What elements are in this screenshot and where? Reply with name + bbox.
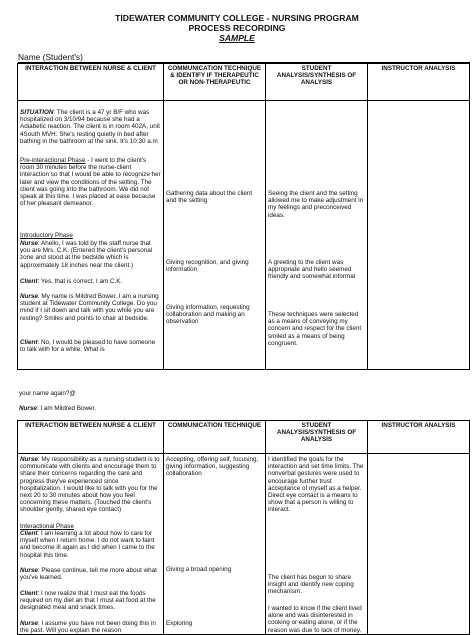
nurse-label: Nurse <box>20 456 38 463</box>
header-student-analysis: STUDENT ANALYSIS/SYNTHESIS OF ANALYSIS <box>266 64 368 101</box>
technique-cell <box>164 454 266 635</box>
situation-label: SITUATION <box>20 109 54 116</box>
technique-cell <box>164 101 266 370</box>
nurse-text: : Please continue, tell me more about what you've learned. <box>20 567 157 582</box>
nurse-text: : My name is Mildred Bower. I am a nursing student at Tidewater Community College. Do you mind if I sit down and talk with you while you are resting? Smiles and points to chair at bedside. <box>20 293 159 322</box>
header-instructor-analysis: INSTRUCTOR ANALYSIS <box>368 421 470 454</box>
header-student-analysis: STUDENT ANALYSIS/SYNTHESIS OF ANALYSIS <box>266 421 368 454</box>
situation-paragraph <box>20 109 161 145</box>
analysis-note: I wanted to know if the client lived alone and was disinterested in cooking or eating alone, or if the reason was due to lack of money. <box>268 605 362 634</box>
document-sample-label: SAMPLE <box>219 33 255 43</box>
process-recording-table-1 <box>17 63 470 370</box>
technique-note: Accepting, offering self, focusing, giving information, suggesting collaboration <box>166 456 259 478</box>
nurse-text: : My responsibility as a nursing student is to communicate with clients and encourage them to share their concerns regarding the care and progress they've experienced since hospitalization. I would like to talk with you for the next 20 to 30 minutes about how you feel concerning these matters. (Touched the client's shoulder gently, shared eye contact) <box>20 456 160 514</box>
client-text: : I am learning a lot about how to care for myself when I return home. I do not want to faint and become ill again as I did when I came to the hospital this time. <box>20 530 155 559</box>
technique-note: Giving a broad opening <box>166 566 232 573</box>
phase-label: Interactional Phase <box>20 523 74 530</box>
header-communication-technique: COMMUNICATION TECHNIQUE <box>164 421 266 454</box>
client-label: Client <box>20 278 38 285</box>
client-statement <box>20 339 161 353</box>
intro-phase-label: Introductory Phase <box>20 232 73 239</box>
process-recording-table-2 <box>17 420 470 635</box>
analysis-note: These techniques were selected as a means of conveying my concern and respect for the client smiled as a means of being congruent. <box>268 311 362 347</box>
nurse-statement <box>20 620 161 634</box>
nurse-text: : I assume you have not been doing this in the past. Will you explain the reason <box>20 620 156 635</box>
table-header-row <box>18 421 470 454</box>
nurse-statement <box>20 567 161 581</box>
document-subtitle: PROCESS RECORDING <box>188 23 286 33</box>
nurse-label: Nurse <box>19 405 37 412</box>
nurse-statement <box>20 240 161 269</box>
student-name-field[interactable] <box>18 53 470 63</box>
client-statement <box>20 278 161 285</box>
interaction-cell <box>18 454 164 635</box>
pre-interaction-paragraph <box>20 157 161 207</box>
nurse-statement <box>20 293 161 322</box>
table-row <box>18 454 470 635</box>
client-label: Client <box>20 590 38 597</box>
instructor-analysis-cell <box>368 454 470 635</box>
table-row <box>18 101 470 370</box>
technique-note: Giving recognition, and giving information <box>166 259 249 274</box>
pre-phase-text: - I went to the client's room 30 minutes before the nurse-client interaction so that I would be able to recognize her later and view the conditions of the setting. The client was going into the bathroom. We did not speak at this time. I was placed at ease because of her pleasant demeanor. <box>20 157 161 208</box>
header-instructor-analysis: INSTRUCTOR ANALYSIS <box>368 64 470 101</box>
header-interaction: INTERACTION BETWEEN NURSE & CLIENT <box>18 421 164 454</box>
nurse-statement <box>19 405 319 412</box>
nurse-text: : Ahello, I was told by the staff nurse that you are Mrs. C.K. (Entered the client's personal zone and stood at the bedside which is approximately 18 inches near the client.) <box>20 240 153 269</box>
header-communication-technique: COMMUNICATION TECHNIQUE & IDENTIFY IF THERAPEUTIC OR NON-THERAPEUTIC <box>164 64 266 101</box>
analysis-note: I identified the goals for the interaction and set time limits. The nonverbal gestures were used to encourage further trust acceptance of myself as a helper. Direct eye contact is a means to show that a person is willing to interact. <box>268 456 364 514</box>
instructor-analysis-cell <box>368 101 470 370</box>
analysis-note: The client has begun to share insight and identify new coping mechanism. <box>268 574 354 596</box>
interaction-cell <box>18 101 164 370</box>
carryover-line: your name again?@ <box>19 390 76 397</box>
client-text: : I now realize that I must eat the foods required on my diet an that I must eat food at the designated meal and snack times. <box>20 590 156 612</box>
student-analysis-cell <box>266 454 368 635</box>
table-header-row <box>18 64 470 101</box>
header-interaction: INTERACTION BETWEEN NURSE & CLIENT <box>18 64 164 101</box>
nurse-statement <box>20 456 161 514</box>
client-text: : Yes, that is correct, I am C.K. <box>37 278 123 285</box>
client-statement <box>20 590 161 612</box>
student-analysis-cell <box>266 101 368 370</box>
technique-note: Gathering data about the client and the setting <box>166 190 253 205</box>
student-name-label: Name (Student's) <box>18 52 83 62</box>
nurse-label: Nurse <box>20 240 38 247</box>
technique-note: Exploring <box>166 620 193 627</box>
analysis-note: A greeting to the client was appropriate and hello seemed friendly and somewhat informal <box>268 259 356 281</box>
situation-text: : The client is a 47 yr B/F who was hospitalized on 3/10/94 because she had a Adiabetic reaction. The client is in room 402A, unit 4South MVH. She's resting quietly in bed after bathing in the bathroom at the sink. It's 10:30 a.m <box>20 109 160 145</box>
technique-note: Giving information, requesting collaboration and making an observation <box>166 304 250 326</box>
nurse-label: Nurse <box>20 620 38 627</box>
document-title: TIDEWATER COMMUNITY COLLEGE - NURSING PROGRAM <box>115 13 359 23</box>
analysis-note: Seeing the client and the setting allowed me to make adjustment in my feelings and preconceived ideas. <box>268 190 364 219</box>
nurse-label: Nurse <box>20 293 38 300</box>
nurse-label: Nurse <box>20 567 38 574</box>
pre-phase-label: Pre-interactional Phase <box>20 157 86 164</box>
client-label: Client <box>20 530 38 537</box>
client-label: Client <box>20 339 38 346</box>
client-statement <box>20 530 161 559</box>
client-text: : No, I would be pleased to have someone to talk with for a while. What is <box>20 339 156 354</box>
intro-phase-heading <box>20 232 161 239</box>
nurse-text: : I am Mildred Bower. <box>36 405 97 412</box>
